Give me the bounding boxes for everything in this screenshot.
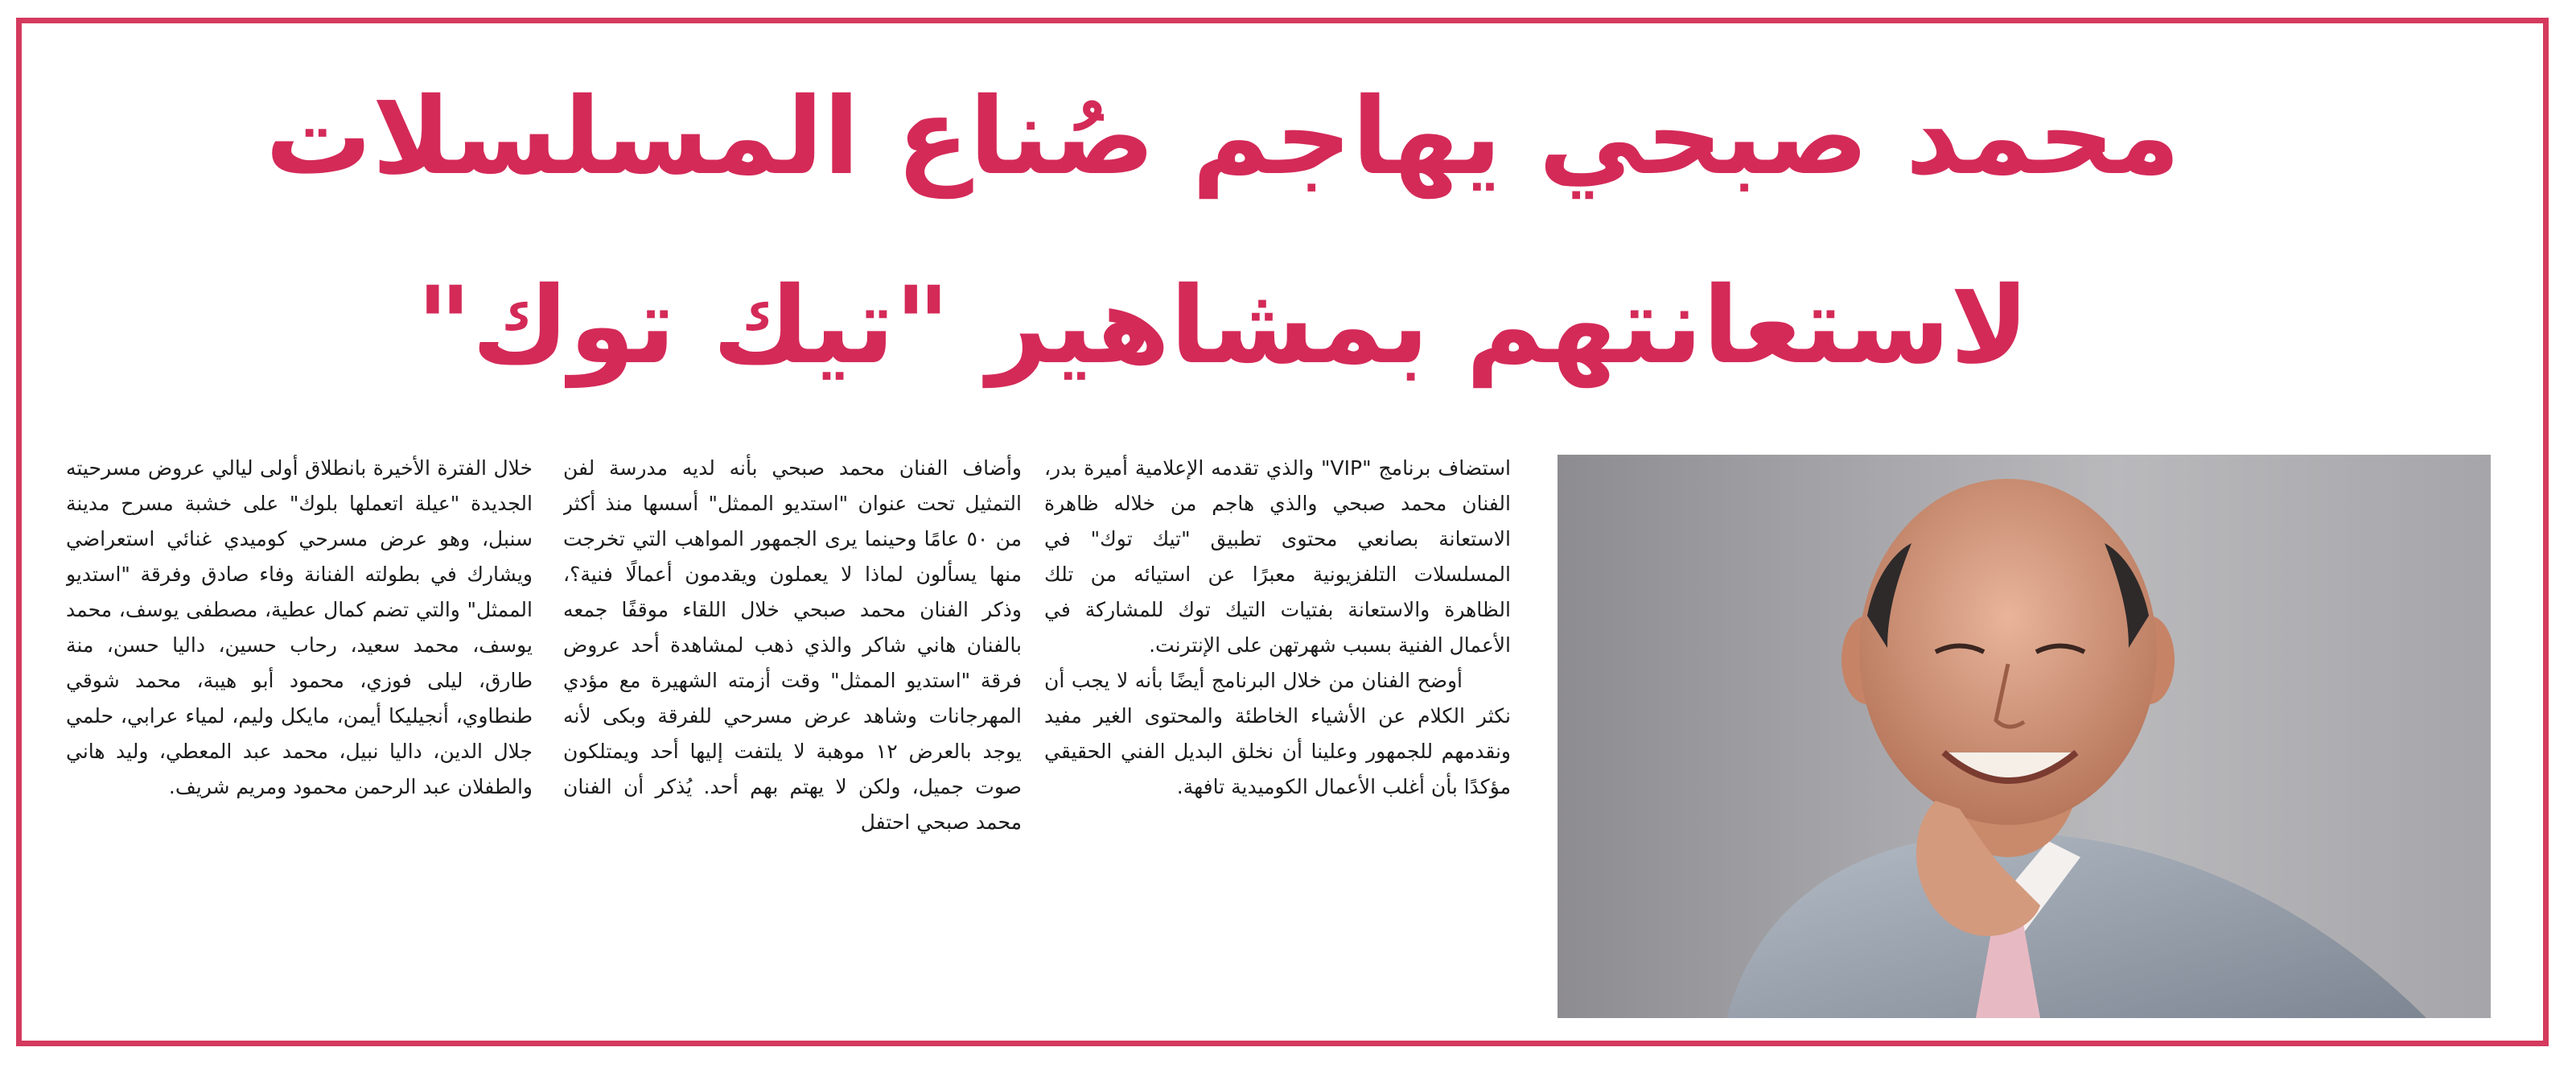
portrait-photo: [1558, 455, 2491, 1018]
column-1-paragraph-1: استضاف برنامج "VIP" والذي تقدمه الإعلامية أميرة بدر، الفنان محمد صبحي والذي هاجم من خلاله ظاهرة الاستعانة بصانعي محتوى تطبيق "تيك توك" في المسلسلات التلفزيونية معبرًا عن استيائه من تلك الظاهرة والاستعانة بفتيات التيك توك للمشاركة في الأعمال الفنية بسبب شهرتهن على الإنترنت.: [1044, 456, 1511, 657]
headline-line-2: لاستعانتهم بمشاهير "تيك توك": [416, 264, 2030, 388]
column-3-paragraph-1: خلال الفترة الأخيرة بانطلاق أولى ليالي عروض مسرحيته الجديدة "عيلة اتعملها بلوك" على خشبة مسرح مدينة سنبل، وهو عرض مسرحي كوميدي غنائي استعراضي ويشارك في بطولته الفنانة وفاء صادق وفرقة "استديو الممثل" والتي تضم كمال عطية، مصطفى يوسف، محمد يوسف، محمد سعيد، رحاب حسين، داليا حسن، منة طارق، ليلى فوزي، محمود أبو هيبة، محمد شوقي طنطاوي، أنجيليكا أيمن، مايكل وليم، لمياء عرابي، حلمي جلال الدين، داليا نبيل، محمد عبد المعطي، وليد هاني والطفلان عبد الرحمن محمود ومريم شريف.: [66, 456, 533, 798]
column-1-paragraph-2: أوضح الفنان من خلال البرنامج أيضًا بأنه لا يجب أن نكثر الكلام عن الأشياء الخاطئة والمحتوى الغير مفيد ونقدمهم للجمهور وعلينا أن نخلق البديل الفني الحقيقي مؤكدًا بأن أغلب الأعمال الكوميدية تافهة.: [1044, 669, 1511, 798]
article-column-3: [66, 451, 533, 1030]
headline-line-1: محمد صبحي يهاجم صُناع المسلسلات: [265, 75, 2181, 199]
portrait-illustration: [1558, 455, 2491, 1018]
article-column-1: [1044, 451, 1511, 1030]
column-2-paragraph-1: وأضاف الفنان محمد صبحي بأنه لديه مدرسة لفن التمثيل تحت عنوان "استديو الممثل" أسسها منذ أكثر من ٥٠ عامًا وحينما يرى الجمهور المواهب التي تخرجت منها يسألون لماذا لا يعملون ويقدمون أعمالًا فنية؟، وذكر الفنان محمد صبحي خلال اللقاء موقفًا جمعه بالفنان هاني شاكر والذي ذهب لمشاهدة أحد عروض فرقة "استديو الممثل" وقت أزمته الشهيرة مع مؤدي المهرجانات وشاهد عرض مسرحي للفرقة وبكى لأنه يوجد بالعرض ١٢ موهبة لا يلتفت إليها أحد ويمتلكون صوت جميل، ولكن لا يهتم بهم أحد. يُذكر أن الفنان محمد صبحي احتفل: [563, 456, 1022, 834]
article-column-2: [563, 451, 1022, 1030]
